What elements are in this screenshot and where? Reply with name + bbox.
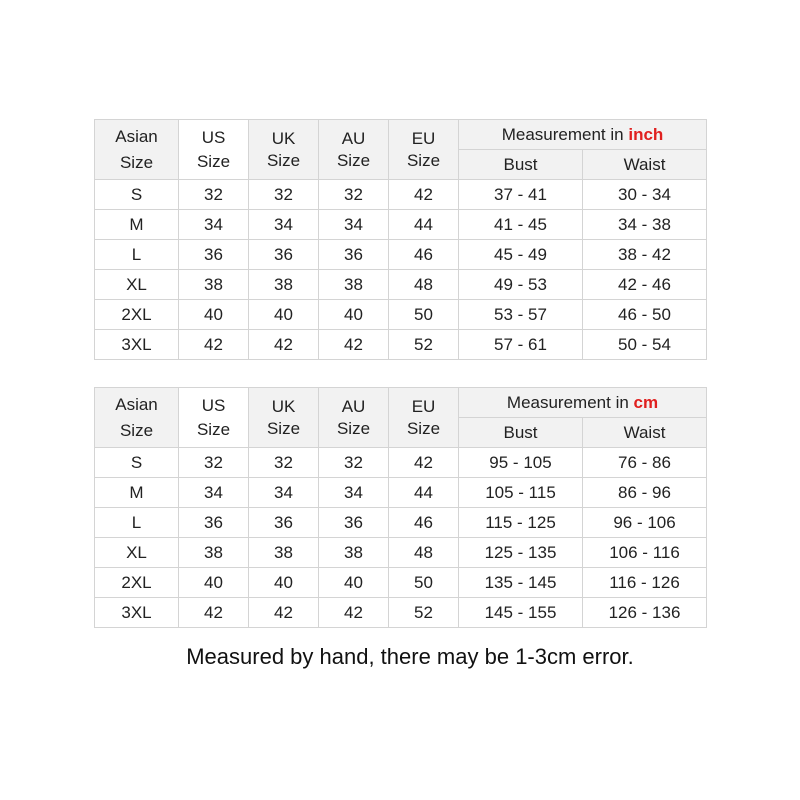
cell-waist: 76 - 86 — [583, 448, 707, 478]
cell-bust: 41 - 45 — [459, 210, 583, 240]
cell-us: 34 — [179, 210, 249, 240]
cell-bust: 53 - 57 — [459, 300, 583, 330]
cell-eu: 50 — [389, 568, 459, 598]
cell-us: 32 — [179, 448, 249, 478]
cell-eu: 46 — [389, 240, 459, 270]
cell-asian: 2XL — [95, 300, 179, 330]
cell-waist: 42 - 46 — [583, 270, 707, 300]
table-row — [95, 270, 707, 300]
cell-us: 34 — [179, 478, 249, 508]
cell-waist: 86 - 96 — [583, 478, 707, 508]
table-row — [95, 598, 707, 628]
cell-asian: L — [95, 508, 179, 538]
cell-au: 36 — [319, 508, 389, 538]
cell-uk: 40 — [249, 300, 319, 330]
size-table-inch — [94, 119, 707, 360]
cell-us: 32 — [179, 180, 249, 210]
cell-eu: 52 — [389, 330, 459, 360]
cell-bust: 95 - 105 — [459, 448, 583, 478]
cell-bust: 45 - 49 — [459, 240, 583, 270]
cell-uk: 34 — [249, 478, 319, 508]
table-body-inch — [95, 180, 707, 360]
cell-asian: XL — [95, 270, 179, 300]
cell-bust: 135 - 145 — [459, 568, 583, 598]
header-bust: Bust — [459, 418, 583, 448]
cell-waist: 34 - 38 — [583, 210, 707, 240]
cell-au: 42 — [319, 598, 389, 628]
cell-eu: 50 — [389, 300, 459, 330]
cell-eu: 42 — [389, 448, 459, 478]
cell-us: 36 — [179, 240, 249, 270]
cell-waist: 46 - 50 — [583, 300, 707, 330]
header-measurement-inch: Measurement in inch — [459, 120, 707, 150]
cell-uk: 38 — [249, 538, 319, 568]
cell-eu: 48 — [389, 270, 459, 300]
cell-bust: 125 - 135 — [459, 538, 583, 568]
header-eu-size: EU Size — [389, 120, 459, 180]
cell-us: 42 — [179, 598, 249, 628]
cell-us: 38 — [179, 270, 249, 300]
measurement-note: Measured by hand, there may be 1-3cm error. — [186, 644, 634, 669]
table-row — [95, 478, 707, 508]
header-asian-size: Asian Size — [95, 388, 179, 448]
cell-waist: 126 - 136 — [583, 598, 707, 628]
header-waist: Waist — [583, 150, 707, 180]
cell-eu: 44 — [389, 478, 459, 508]
cell-waist: 116 - 126 — [583, 568, 707, 598]
header-us-size: US Size — [179, 388, 249, 448]
header-eu-size: EU Size — [389, 388, 459, 448]
table-body-cm — [95, 448, 707, 628]
cell-au: 34 — [319, 210, 389, 240]
header-asian-size: Asian Size — [95, 120, 179, 180]
cell-uk: 42 — [249, 598, 319, 628]
table-row — [95, 568, 707, 598]
cell-bust: 115 - 125 — [459, 508, 583, 538]
header-measurement-cm: Measurement in cm — [459, 388, 707, 418]
cell-uk: 36 — [249, 240, 319, 270]
cell-us: 36 — [179, 508, 249, 538]
header-uk-size: UK Size — [249, 120, 319, 180]
cell-us: 40 — [179, 300, 249, 330]
size-table-cm — [94, 387, 707, 628]
cell-waist: 30 - 34 — [583, 180, 707, 210]
cell-au: 40 — [319, 568, 389, 598]
cell-us: 40 — [179, 568, 249, 598]
cell-us: 38 — [179, 538, 249, 568]
cell-au: 38 — [319, 538, 389, 568]
header-au-size: AU Size — [319, 120, 389, 180]
header-waist: Waist — [583, 418, 707, 448]
header-us-size: US Size — [179, 120, 249, 180]
cell-au: 36 — [319, 240, 389, 270]
cell-uk: 32 — [249, 448, 319, 478]
table-row — [95, 508, 707, 538]
cell-eu: 48 — [389, 538, 459, 568]
cell-asian: 3XL — [95, 330, 179, 360]
cell-us: 42 — [179, 330, 249, 360]
cell-asian: S — [95, 180, 179, 210]
cell-waist: 96 - 106 — [583, 508, 707, 538]
header-uk-size: UK Size — [249, 388, 319, 448]
cell-waist: 106 - 116 — [583, 538, 707, 568]
table-row — [95, 240, 707, 270]
cell-bust: 49 - 53 — [459, 270, 583, 300]
cell-waist: 38 - 42 — [583, 240, 707, 270]
cell-uk: 32 — [249, 180, 319, 210]
unit-label: inch — [628, 124, 664, 144]
header-bust: Bust — [459, 150, 583, 180]
cell-uk: 34 — [249, 210, 319, 240]
cell-bust: 145 - 155 — [459, 598, 583, 628]
table-row — [95, 180, 707, 210]
cell-uk: 38 — [249, 270, 319, 300]
table-row — [95, 300, 707, 330]
cell-asian: L — [95, 240, 179, 270]
cell-au: 40 — [319, 300, 389, 330]
table-row — [95, 330, 707, 360]
cell-au: 34 — [319, 478, 389, 508]
table-row — [95, 448, 707, 478]
cell-uk: 36 — [249, 508, 319, 538]
cell-uk: 42 — [249, 330, 319, 360]
cell-asian: XL — [95, 538, 179, 568]
cell-asian: 3XL — [95, 598, 179, 628]
cell-eu: 52 — [389, 598, 459, 628]
cell-au: 32 — [319, 180, 389, 210]
cell-au: 38 — [319, 270, 389, 300]
cell-waist: 50 - 54 — [583, 330, 707, 360]
cell-au: 42 — [319, 330, 389, 360]
cell-asian: S — [95, 448, 179, 478]
cell-asian: M — [95, 210, 179, 240]
table-row — [95, 210, 707, 240]
cell-bust: 57 - 61 — [459, 330, 583, 360]
table-row — [95, 538, 707, 568]
cell-bust: 37 - 41 — [459, 180, 583, 210]
cell-asian: 2XL — [95, 568, 179, 598]
unit-label: cm — [633, 392, 659, 412]
cell-eu: 44 — [389, 210, 459, 240]
cell-eu: 42 — [389, 180, 459, 210]
cell-bust: 105 - 115 — [459, 478, 583, 508]
cell-au: 32 — [319, 448, 389, 478]
cell-uk: 40 — [249, 568, 319, 598]
header-au-size: AU Size — [319, 388, 389, 448]
cell-asian: M — [95, 478, 179, 508]
cell-eu: 46 — [389, 508, 459, 538]
